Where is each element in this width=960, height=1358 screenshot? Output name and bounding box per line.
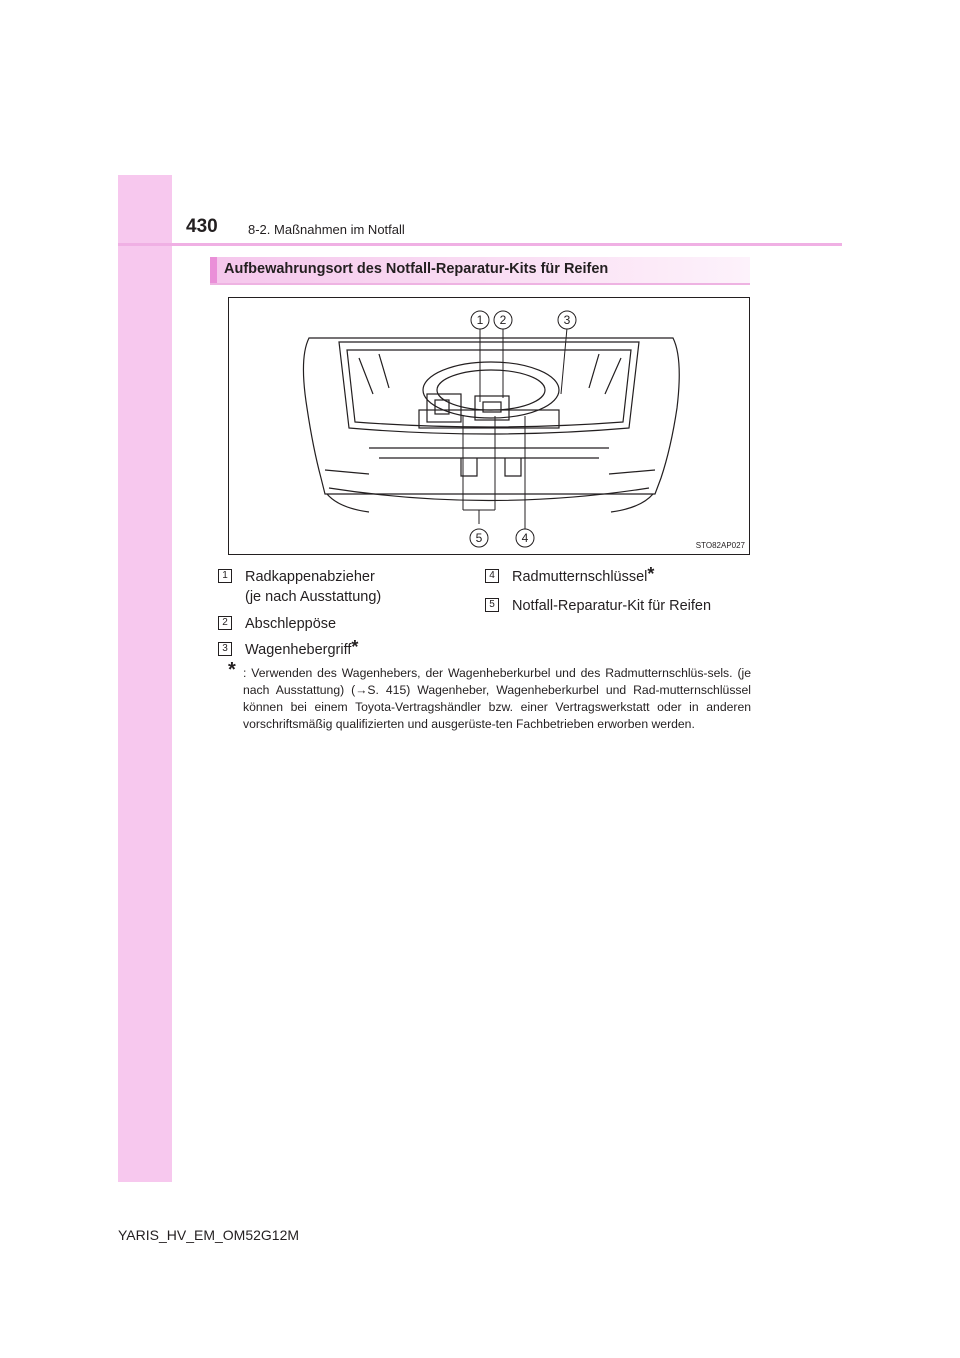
item-line: Radmutternschlüssel	[512, 569, 648, 585]
callout-5-label: 5	[475, 531, 483, 545]
section-heading	[210, 257, 750, 285]
item-line: Radkappenabzieher	[245, 569, 375, 585]
item-label: Notfall-Reparatur-Kit für Reifen	[512, 598, 712, 614]
callout-1-label: 1	[476, 313, 484, 327]
page-number: 430	[186, 216, 218, 237]
item-line: (je nach Ausstattung)	[245, 589, 382, 605]
footnote-marker: *	[228, 659, 236, 681]
item-label	[245, 637, 359, 660]
sidebar-tab	[118, 175, 172, 1182]
section-title: 8-2. Maßnahmen im Notfall	[248, 222, 405, 237]
item-number: 3	[218, 642, 232, 656]
callout-3-label: 3	[563, 313, 571, 327]
star-marker: *	[351, 637, 359, 657]
item-number: 2	[218, 616, 232, 630]
document-code: YARIS_HV_EM_OM52G12M	[118, 1227, 300, 1243]
item-label: Abschleppöse	[245, 616, 337, 632]
item-label	[245, 567, 381, 607]
heading-text: Aufbewahrungsort des Notfall-Reparatur-Kits für Reifen	[224, 261, 609, 277]
header-rule	[118, 243, 842, 246]
item-label	[512, 564, 655, 587]
callout-4-label: 4	[521, 531, 529, 545]
callout-2-label: 2	[499, 313, 507, 327]
heading-accent	[210, 257, 217, 283]
footnote-text: : Verwenden des Wagenhebers, der Wagenheberkurbel und des Radmutternschlüs-sels. (je nach Ausstattung) (→S. 415) Wagenheber, Wagenheberkurbel und Rad-mutternschlüssel können bei einem Toyota-Vertragshändler bzw. einer Vertragswerkstatt oder in anderen vorschriftsmäßig qualifizierten und ausgerüste-ten Fachbetrieben erworben werden.	[243, 666, 751, 731]
footnote	[228, 659, 751, 733]
figure-code: STO82AP027	[695, 541, 745, 550]
item-number: 5	[485, 598, 499, 612]
car-trunk-drawing	[229, 298, 749, 554]
item-number: 4	[485, 569, 499, 583]
item-number: 1	[218, 569, 232, 583]
item-line: Wagenhebergriff	[245, 642, 352, 658]
trunk-illustration	[228, 297, 750, 555]
star-marker: *	[647, 564, 655, 584]
